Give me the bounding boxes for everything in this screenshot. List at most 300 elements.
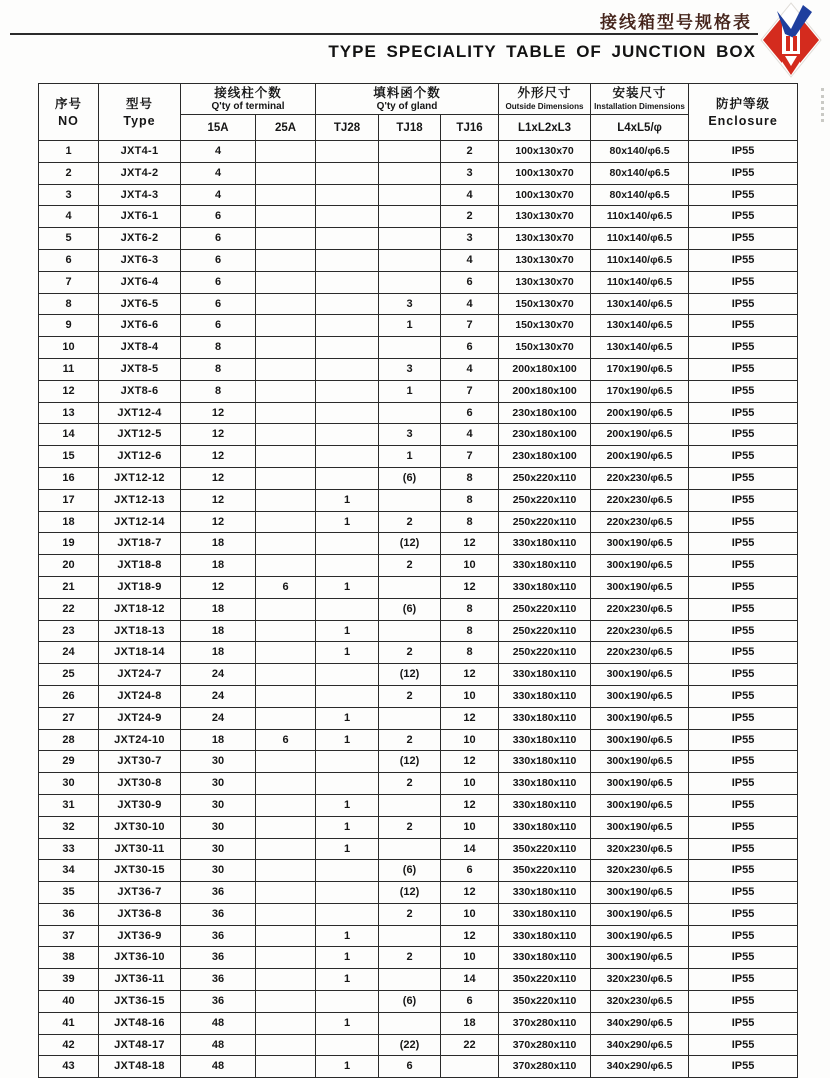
table-cell <box>256 751 316 773</box>
table-cell: 8 <box>441 489 499 511</box>
table-cell <box>316 228 379 250</box>
table-cell <box>316 533 379 555</box>
table-cell: 230x180x100 <box>499 402 591 424</box>
table-cell: 1 <box>316 1012 379 1034</box>
table-cell: JXT30-8 <box>99 773 181 795</box>
table-cell: (12) <box>379 751 441 773</box>
table-cell: IP55 <box>689 489 798 511</box>
table-cell: 370x280x110 <box>499 1012 591 1034</box>
table-cell <box>316 271 379 293</box>
table-cell: 12 <box>181 446 256 468</box>
table-cell: 110x140/φ6.5 <box>591 228 689 250</box>
table-cell: IP55 <box>689 685 798 707</box>
table-cell <box>256 337 316 359</box>
sub-header-tj16: TJ16 <box>441 115 499 141</box>
table-cell: IP55 <box>689 402 798 424</box>
table-cell: 2 <box>379 685 441 707</box>
table-cell: 330x180x110 <box>499 925 591 947</box>
table-cell: 1 <box>379 380 441 402</box>
table-cell: 48 <box>181 1012 256 1034</box>
table-cell: JXT6-1 <box>99 206 181 228</box>
table-cell <box>256 228 316 250</box>
table-cell <box>256 991 316 1013</box>
table-cell: JXT24-10 <box>99 729 181 751</box>
table-cell: 200x190/φ6.5 <box>591 446 689 468</box>
table-cell: (6) <box>379 467 441 489</box>
table-cell: 370x280x110 <box>499 1056 591 1078</box>
table-row <box>39 511 798 533</box>
table-cell: IP55 <box>689 620 798 642</box>
table-cell <box>316 467 379 489</box>
table-cell: 110x140/φ6.5 <box>591 271 689 293</box>
table-cell: 3 <box>379 293 441 315</box>
table-cell <box>256 206 316 228</box>
table-cell: 41 <box>39 1012 99 1034</box>
table-row <box>39 337 798 359</box>
table-cell <box>316 598 379 620</box>
table-row <box>39 1034 798 1056</box>
table-cell: JXT12-13 <box>99 489 181 511</box>
table-cell: 300x190/φ6.5 <box>591 773 689 795</box>
table-row <box>39 685 798 707</box>
table-cell: JXT30-15 <box>99 860 181 882</box>
table-row <box>39 947 798 969</box>
table-cell: 130x130x70 <box>499 271 591 293</box>
table-cell: 2 <box>441 141 499 163</box>
table-row <box>39 1056 798 1078</box>
table-cell: 37 <box>39 925 99 947</box>
table-cell: 350x220x110 <box>499 860 591 882</box>
sub-header-l1l2l3: L1xL2xL3 <box>499 115 591 141</box>
table-cell: 30 <box>181 816 256 838</box>
table-cell <box>256 1056 316 1078</box>
table-cell: 200x180x100 <box>499 380 591 402</box>
table-cell: JXT30-9 <box>99 794 181 816</box>
table-cell: IP55 <box>689 1012 798 1034</box>
table-cell: 12 <box>181 424 256 446</box>
table-cell: 330x180x110 <box>499 882 591 904</box>
table-cell: JXT30-7 <box>99 751 181 773</box>
table-cell: 80x140/φ6.5 <box>591 141 689 163</box>
table-cell: IP55 <box>689 903 798 925</box>
table-row <box>39 380 798 402</box>
table-cell: 36 <box>39 903 99 925</box>
table-cell: 6 <box>181 206 256 228</box>
table-cell <box>379 184 441 206</box>
sub-header-25a: 25A <box>256 115 316 141</box>
table-cell: IP55 <box>689 794 798 816</box>
table-cell: 10 <box>441 685 499 707</box>
table-row <box>39 402 798 424</box>
table-row <box>39 707 798 729</box>
table-cell: 12 <box>441 664 499 686</box>
table-cell <box>256 664 316 686</box>
table-cell: 12 <box>181 511 256 533</box>
table-cell: IP55 <box>689 424 798 446</box>
table-cell: 36 <box>181 969 256 991</box>
table-cell: 8 <box>441 642 499 664</box>
table-cell: 28 <box>39 729 99 751</box>
table-cell: 1 <box>379 315 441 337</box>
table-row <box>39 860 798 882</box>
table-cell: 200x180x100 <box>499 358 591 380</box>
table-cell: IP55 <box>689 446 798 468</box>
col-header-enclosure: 防护等级 Enclosure <box>689 84 798 141</box>
table-cell: IP55 <box>689 816 798 838</box>
table-cell: (6) <box>379 860 441 882</box>
table-cell: 6 <box>441 991 499 1013</box>
table-cell: 6 <box>441 402 499 424</box>
table-cell <box>256 467 316 489</box>
table-cell: JXT6-5 <box>99 293 181 315</box>
table-cell: IP55 <box>689 555 798 577</box>
table-cell: IP55 <box>689 1056 798 1078</box>
page-title-chinese: 接线箱型号规格表 <box>600 13 752 32</box>
table-cell: JXT6-4 <box>99 271 181 293</box>
table-cell: 130x130x70 <box>499 228 591 250</box>
table-cell: 8 <box>441 511 499 533</box>
sub-header-tj18: TJ18 <box>379 115 441 141</box>
table-row <box>39 794 798 816</box>
table-cell: 300x190/φ6.5 <box>591 707 689 729</box>
table-cell: JXT48-16 <box>99 1012 181 1034</box>
table-row <box>39 925 798 947</box>
table-cell <box>379 271 441 293</box>
table-cell: IP55 <box>689 184 798 206</box>
table-cell <box>379 1012 441 1034</box>
table-cell: JXT8-4 <box>99 337 181 359</box>
table-cell <box>256 249 316 271</box>
table-cell: 250x220x110 <box>499 511 591 533</box>
table-row <box>39 489 798 511</box>
page-header <box>0 0 830 82</box>
table-cell: 330x180x110 <box>499 751 591 773</box>
table-cell <box>256 489 316 511</box>
table-cell <box>379 402 441 424</box>
table-cell: 25 <box>39 664 99 686</box>
table-cell <box>256 511 316 533</box>
table-cell <box>379 838 441 860</box>
table-cell <box>316 991 379 1013</box>
col-header-type: 型号 Type <box>99 84 181 141</box>
table-cell: 2 <box>379 816 441 838</box>
table-cell <box>379 228 441 250</box>
table-cell: JXT6-3 <box>99 249 181 271</box>
table-cell: 36 <box>181 947 256 969</box>
table-cell <box>316 664 379 686</box>
table-cell: 3 <box>441 228 499 250</box>
table-cell: IP55 <box>689 882 798 904</box>
table-cell: IP55 <box>689 969 798 991</box>
table-cell: JXT12-5 <box>99 424 181 446</box>
table-cell: 1 <box>316 707 379 729</box>
table-cell <box>316 380 379 402</box>
table-cell: 80x140/φ6.5 <box>591 184 689 206</box>
table-cell: 330x180x110 <box>499 555 591 577</box>
table-row <box>39 358 798 380</box>
table-cell: 14 <box>441 838 499 860</box>
table-cell: JXT36-15 <box>99 991 181 1013</box>
table-row <box>39 969 798 991</box>
table-cell <box>379 707 441 729</box>
table-cell: 1 <box>316 925 379 947</box>
table-cell: 300x190/φ6.5 <box>591 729 689 751</box>
table-cell: 2 <box>379 773 441 795</box>
table-cell: 7 <box>441 446 499 468</box>
table-cell <box>379 620 441 642</box>
table-cell: (6) <box>379 598 441 620</box>
table-row <box>39 620 798 642</box>
table-cell: 330x180x110 <box>499 773 591 795</box>
table-cell: 36 <box>181 882 256 904</box>
table-row <box>39 424 798 446</box>
table-cell: 6 <box>441 860 499 882</box>
table-cell: 18 <box>441 1012 499 1034</box>
table-cell: 340x290/φ6.5 <box>591 1056 689 1078</box>
table-cell: 2 <box>379 555 441 577</box>
table-cell: 330x180x110 <box>499 685 591 707</box>
table-cell: 6 <box>256 729 316 751</box>
table-cell: 110x140/φ6.5 <box>591 206 689 228</box>
table-cell: 130x140/φ6.5 <box>591 315 689 337</box>
table-cell: 7 <box>441 380 499 402</box>
table-cell <box>379 206 441 228</box>
table-cell: 3 <box>39 184 99 206</box>
table-cell: 48 <box>181 1056 256 1078</box>
table-cell: 300x190/φ6.5 <box>591 685 689 707</box>
table-row <box>39 903 798 925</box>
table-cell: 12 <box>441 533 499 555</box>
table-cell <box>316 685 379 707</box>
table-cell: 220x230/φ6.5 <box>591 620 689 642</box>
table-cell: 1 <box>316 816 379 838</box>
table-cell: 30 <box>181 794 256 816</box>
table-cell: 12 <box>181 576 256 598</box>
table-cell <box>256 882 316 904</box>
table-cell: 3 <box>379 424 441 446</box>
table-cell: 35 <box>39 882 99 904</box>
table-cell: 330x180x110 <box>499 794 591 816</box>
table-cell: IP55 <box>689 358 798 380</box>
table-cell: JXT12-14 <box>99 511 181 533</box>
table-cell: 30 <box>39 773 99 795</box>
table-cell: 20 <box>39 555 99 577</box>
table-cell: 26 <box>39 685 99 707</box>
table-cell: 18 <box>181 533 256 555</box>
table-cell: 250x220x110 <box>499 620 591 642</box>
table-cell <box>256 685 316 707</box>
table-cell: 30 <box>181 860 256 882</box>
table-row <box>39 555 798 577</box>
table-cell: JXT4-1 <box>99 141 181 163</box>
table-cell: 1 <box>316 620 379 642</box>
table-cell: 2 <box>39 162 99 184</box>
table-cell: IP55 <box>689 991 798 1013</box>
table-cell <box>256 620 316 642</box>
table-cell: 300x190/φ6.5 <box>591 925 689 947</box>
table-cell: 10 <box>441 947 499 969</box>
table-cell: 340x290/φ6.5 <box>591 1012 689 1034</box>
table-cell <box>256 141 316 163</box>
table-row <box>39 467 798 489</box>
table-cell: 39 <box>39 969 99 991</box>
table-row <box>39 533 798 555</box>
table-cell: JXT4-2 <box>99 162 181 184</box>
table-cell <box>316 446 379 468</box>
table-cell: JXT36-9 <box>99 925 181 947</box>
table-cell <box>256 293 316 315</box>
table-cell: 12 <box>181 489 256 511</box>
table-cell: JXT36-8 <box>99 903 181 925</box>
table-cell: 31 <box>39 794 99 816</box>
table-cell: JXT12-4 <box>99 402 181 424</box>
table-cell <box>316 184 379 206</box>
table-cell <box>256 380 316 402</box>
table-cell: 1 <box>39 141 99 163</box>
table-cell: 24 <box>181 685 256 707</box>
table-cell: 4 <box>181 162 256 184</box>
table-cell <box>256 838 316 860</box>
table-cell: 18 <box>39 511 99 533</box>
table-cell: 3 <box>379 358 441 380</box>
table-cell: IP55 <box>689 271 798 293</box>
table-cell: 34 <box>39 860 99 882</box>
table-cell: JXT18-7 <box>99 533 181 555</box>
table-cell: 27 <box>39 707 99 729</box>
table-cell: 130x130x70 <box>499 206 591 228</box>
table-cell: 300x190/φ6.5 <box>591 576 689 598</box>
table-cell: 8 <box>181 380 256 402</box>
table-cell: JXT30-11 <box>99 838 181 860</box>
table-cell: 300x190/φ6.5 <box>591 882 689 904</box>
table-cell <box>256 860 316 882</box>
table-cell: IP55 <box>689 1034 798 1056</box>
table-row <box>39 249 798 271</box>
table-row <box>39 228 798 250</box>
table-cell <box>441 1056 499 1078</box>
table-cell: JXT8-6 <box>99 380 181 402</box>
table-cell <box>256 707 316 729</box>
table-cell: 250x220x110 <box>499 642 591 664</box>
table-cell: 1 <box>316 969 379 991</box>
table-cell: 23 <box>39 620 99 642</box>
table-cell: 200x190/φ6.5 <box>591 424 689 446</box>
col-header-outside-dimensions: 外形尺寸 Outside Dimensions <box>499 84 591 115</box>
table-cell: 350x220x110 <box>499 838 591 860</box>
table-cell <box>256 1034 316 1056</box>
table-cell: IP55 <box>689 141 798 163</box>
table-cell: 29 <box>39 751 99 773</box>
table-cell: JXT24-9 <box>99 707 181 729</box>
table-cell: 33 <box>39 838 99 860</box>
table-cell: 250x220x110 <box>499 489 591 511</box>
table-cell: 36 <box>181 991 256 1013</box>
table-cell <box>256 969 316 991</box>
table-cell: 330x180x110 <box>499 816 591 838</box>
table-cell: 16 <box>39 467 99 489</box>
table-cell: 13 <box>39 402 99 424</box>
table-cell: JXT18-8 <box>99 555 181 577</box>
table-cell: 5 <box>39 228 99 250</box>
table-cell <box>256 446 316 468</box>
table-cell <box>316 555 379 577</box>
table-cell: IP55 <box>689 773 798 795</box>
table-cell: IP55 <box>689 511 798 533</box>
table-cell: 4 <box>441 293 499 315</box>
table-cell: (22) <box>379 1034 441 1056</box>
table-cell: JXT48-18 <box>99 1056 181 1078</box>
header-divider <box>10 33 758 35</box>
table-cell: 18 <box>181 620 256 642</box>
table-cell: IP55 <box>689 206 798 228</box>
table-cell: 12 <box>441 794 499 816</box>
table-cell: 12 <box>441 882 499 904</box>
table-cell: 1 <box>316 576 379 598</box>
table-cell <box>256 925 316 947</box>
table-cell: 15 <box>39 446 99 468</box>
table-cell: 12 <box>181 402 256 424</box>
table-cell: JXT24-8 <box>99 685 181 707</box>
table-cell: 18 <box>181 555 256 577</box>
table-cell: 330x180x110 <box>499 903 591 925</box>
table-cell: 19 <box>39 533 99 555</box>
table-cell: 2 <box>379 642 441 664</box>
table-cell: 150x130x70 <box>499 293 591 315</box>
table-cell: IP55 <box>689 293 798 315</box>
table-cell <box>256 642 316 664</box>
table-cell <box>256 903 316 925</box>
table-cell: 10 <box>39 337 99 359</box>
table-cell: 350x220x110 <box>499 969 591 991</box>
col-group-terminal: 接线柱个数 Q'ty of terminal <box>181 84 316 115</box>
table-cell: JXT18-13 <box>99 620 181 642</box>
diamond-bird-logo-icon <box>760 2 822 78</box>
table-cell: 250x220x110 <box>499 598 591 620</box>
table-cell: 320x230/φ6.5 <box>591 991 689 1013</box>
table-cell: 150x130x70 <box>499 315 591 337</box>
table-cell: 2 <box>379 729 441 751</box>
table-row <box>39 1012 798 1034</box>
table-cell: 48 <box>181 1034 256 1056</box>
col-header-installation-dimensions: 安装尺寸 Installation Dimensions <box>591 84 689 115</box>
table-cell: 220x230/φ6.5 <box>591 467 689 489</box>
table-cell: 10 <box>441 729 499 751</box>
table-cell: IP55 <box>689 664 798 686</box>
table-cell: 6 <box>181 315 256 337</box>
table-cell: 330x180x110 <box>499 729 591 751</box>
table-cell: 220x230/φ6.5 <box>591 489 689 511</box>
table-cell: 80x140/φ6.5 <box>591 162 689 184</box>
table-cell: 350x220x110 <box>499 991 591 1013</box>
table-cell: JXT30-10 <box>99 816 181 838</box>
table-cell <box>256 402 316 424</box>
table-cell: 330x180x110 <box>499 533 591 555</box>
table-cell: 220x230/φ6.5 <box>591 511 689 533</box>
table-cell: 4 <box>441 358 499 380</box>
table-cell: 300x190/φ6.5 <box>591 533 689 555</box>
table-cell: 24 <box>39 642 99 664</box>
table-cell: 4 <box>441 424 499 446</box>
table-cell: 43 <box>39 1056 99 1078</box>
table-cell: 8 <box>441 467 499 489</box>
table-cell: IP55 <box>689 751 798 773</box>
table-cell: JXT18-9 <box>99 576 181 598</box>
table-cell: 30 <box>181 773 256 795</box>
table-cell: JXT6-2 <box>99 228 181 250</box>
table-cell: JXT36-7 <box>99 882 181 904</box>
table-cell: 370x280x110 <box>499 1034 591 1056</box>
table-cell: 30 <box>181 751 256 773</box>
